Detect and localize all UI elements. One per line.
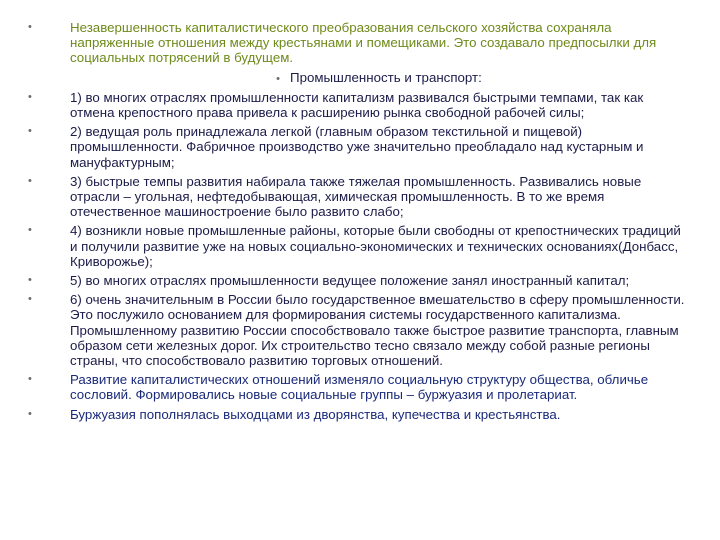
bullet-list bbox=[28, 20, 688, 426]
bullet-icon: • bbox=[28, 90, 32, 103]
bullet-icon: • bbox=[28, 125, 32, 138]
list-item bbox=[28, 372, 688, 402]
bullet-icon: • bbox=[28, 174, 32, 187]
bullet-icon: • bbox=[28, 274, 32, 287]
section-heading bbox=[28, 70, 688, 87]
paragraph-text: 6) очень значительным в России было государственное вмешательство в сферу промышленности. Это послужило основанием для формирования системы государственного капитализма. Промышленному развитию России способствовало также быстрое развитие транспорта, главным образом сети железных дорог. Их строительство тесно связало между собой разные регионы страны, что способствовало развитию торговых отношений. bbox=[70, 292, 685, 369]
bullet-icon: • bbox=[28, 224, 32, 237]
list-item bbox=[28, 292, 688, 368]
paragraph-text: Развитие капиталистических отношений изменяло социальную структуру общества, обличье сословий. Формировались новые социальные группы – буржуазия и пролетариат. bbox=[70, 372, 649, 403]
bullet-icon: • bbox=[28, 293, 32, 306]
bullet-icon: • bbox=[28, 373, 32, 386]
paragraph-text: Незавершенность капиталистического преобразования сельского хозяйства сохраняла напряженные отношения между крестьянами и помещиками. Это создавало предпосылки для социальных потрясений в будущем. bbox=[70, 20, 657, 66]
list-item bbox=[28, 273, 688, 288]
list-item bbox=[28, 20, 688, 66]
bullet-icon: • bbox=[276, 72, 281, 85]
paragraph-text: 5) во многих отраслях промышленности ведущее положение занял иностранный капитал; bbox=[70, 273, 630, 289]
section-heading-text: Промышленность и транспорт: bbox=[290, 69, 482, 85]
paragraph-text: 3) быстрые темпы развития набирала также тяжелая промышленность. Развивались новые отрасли – угольная, нефтедобывающая, химическая промышленность. В то же время отечественное машиностроение было развито слабо; bbox=[70, 173, 642, 220]
bullet-icon: • bbox=[28, 21, 32, 33]
paragraph-text: Буржуазия пополнялась выходцами из дворянства, купечества и крестьянства. bbox=[70, 406, 561, 422]
list-item bbox=[28, 174, 688, 220]
paragraph-text: 4) возникли новые промышленные районы, которые были свободны от крепостнических традиций и получили развитие уже на новых социально-экономических и технических основаниях(Донбасс, Криворожье); bbox=[70, 223, 681, 269]
bullet-icon: • bbox=[28, 407, 32, 420]
paragraph-text: 1) во многих отраслях промышленности капитализм развивался быстрыми темпами, так как отмена крепостного права привела к расширению рынка свободной рабочей силы; bbox=[70, 89, 644, 121]
list-item bbox=[28, 90, 688, 120]
list-item bbox=[28, 124, 688, 170]
list-item bbox=[28, 223, 688, 269]
paragraph-text: 2) ведущая роль принадлежала легкой (главным образом текстильной и пищевой) промышленности. Фабричное производство уже значительно преобладало над кустарным и мануфактурным; bbox=[70, 124, 644, 170]
list-item bbox=[28, 407, 688, 422]
